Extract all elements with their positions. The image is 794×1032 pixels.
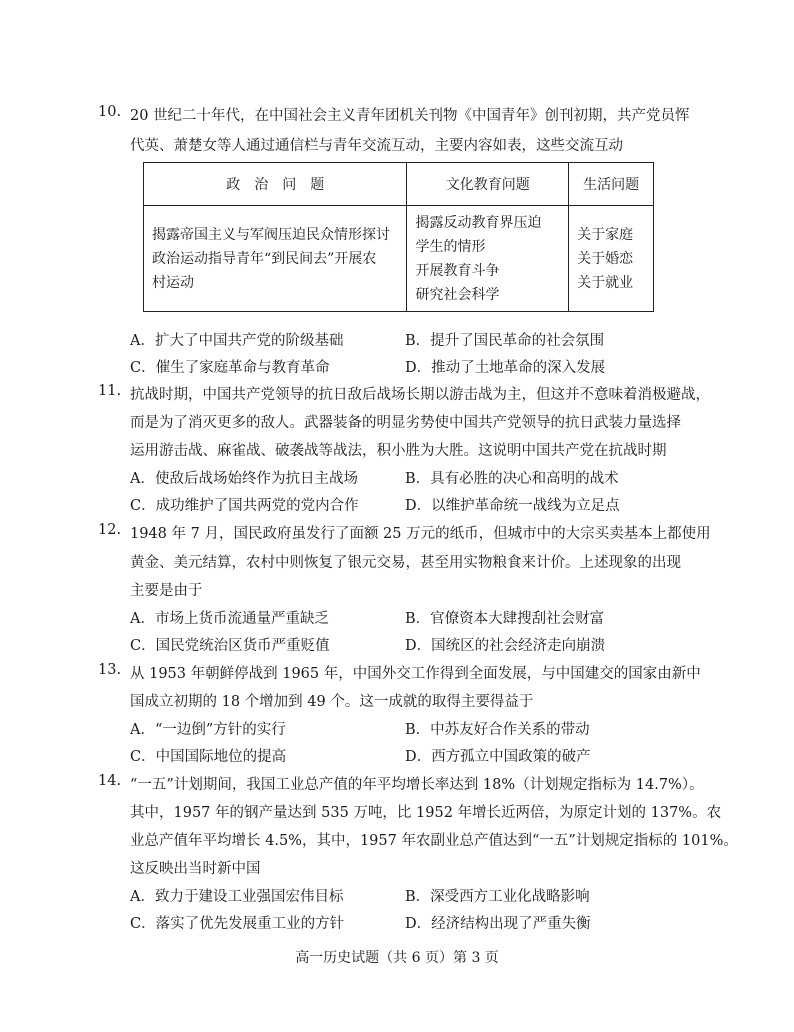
table-header: 生活问题 <box>569 163 654 206</box>
question-stem-line: 主要是由于 <box>130 583 203 599</box>
table-cell-line: 揭露反动教育界压迫 <box>415 214 542 231</box>
question-number: 10. <box>98 104 122 120</box>
option-d: D．经济结构出现了严重失衡 <box>405 916 591 932</box>
question-stem-line: 国成立初期的 18 个增加到 49 个。这一成就的取得主要得益于 <box>130 694 534 710</box>
table-cell-line: 揭露帝国主义与军阀压迫民众情形探讨 <box>152 226 390 243</box>
table-cell-line: 村运动 <box>152 274 194 291</box>
info-table <box>143 162 654 312</box>
page-footer: 高一历史试题（共 6 页）第 3 页 <box>295 950 499 966</box>
option-c: C．成功维护了国共两党的党内合作 <box>130 498 359 514</box>
question-stem-line: 业总产值年平均增长 4.5%，其中，1957 年农副业总产值达到“一五”计划规定指标的 101%。 <box>130 833 738 849</box>
table-cell-line: 政治运动指导青年“到民间去”开展农 <box>152 250 377 267</box>
table-header: 政 治 问 题 <box>144 163 407 206</box>
question-number: 13. <box>98 662 122 678</box>
option-d: D．国统区的社会经济走向崩溃 <box>405 638 606 654</box>
option-c: C．国民党统治区货币严重贬值 <box>130 638 330 654</box>
question-stem-line: 抗战时期，中国共产党领导的抗日敌后战场长期以游击战为主，但这并不意味着消极避战， <box>130 387 710 403</box>
table-cell-line: 关于家庭 <box>577 226 634 243</box>
table-cell-line: 学生的情形 <box>415 238 486 255</box>
table-header: 文化教育问题 <box>407 163 569 206</box>
question-stem-line: 这反映出当时新中国 <box>130 861 261 877</box>
option-b: B．提升了国民革命的社会氛围 <box>405 333 605 349</box>
option-c: C．落实了优先发展重工业的方针 <box>130 916 345 932</box>
option-b: B．深受西方工业化战略影响 <box>405 889 590 905</box>
option-a: A．“一边倒”方针的实行 <box>130 722 286 738</box>
question-stem-line: 而是为了消灭更多的敌人。武器装备的明显劣势使中国共产党领导的抗日武装力量选择 <box>130 415 681 431</box>
question-stem-line: 运用游击战、麻雀战、破袭战等战法，积小胜为大胜。这说明中国共产党在抗战时期 <box>130 443 667 459</box>
table-cell-line: 关于婚恋 <box>577 250 634 267</box>
option-b: B．中苏友好合作关系的带动 <box>405 722 590 738</box>
question-stem-line: 1948 年 7 月，国民政府虽发行了面额 25 万元的纸币，但城市中的大宗买卖基本上都使用 <box>130 526 711 542</box>
option-c: C．催生了家庭革命与教育革命 <box>130 360 330 376</box>
option-a: A．致力于建设工业强国宏伟目标 <box>130 889 344 905</box>
option-d: D．西方孤立中国政策的破产 <box>405 749 591 765</box>
table-cell-line: 开展教育斗争 <box>415 262 500 279</box>
table-cell-life <box>569 206 654 312</box>
option-d: D．以维护革命统一战线为立足点 <box>405 498 620 514</box>
option-b: B．具有必胜的决心和高明的战术 <box>405 471 619 487</box>
question-stem-line: 20 世纪二十年代，在中国社会主义青年团机关刊物《中国青年》创刊初期，共产党员恽 <box>130 108 690 124</box>
question-number: 11. <box>98 383 122 399</box>
question-stem-line: 从 1953 年朝鲜停战到 1965 年，中国外交工作得到全面发展，与中国建交的国家由新中 <box>130 666 701 682</box>
option-a: A．市场上货币流通量严重缺乏 <box>130 611 329 627</box>
question-stem-line: 黄金、美元结算，农村中则恢复了银元交易，甚至用实物粮食来计价。上述现象的出现 <box>130 555 681 571</box>
option-a: A．使敌后战场始终作为抗日主战场 <box>130 471 358 487</box>
question-number: 12. <box>98 522 122 538</box>
option-a: A．扩大了中国共产党的阶级基础 <box>130 333 344 349</box>
table-cell-political <box>144 206 407 312</box>
table-cell-education <box>407 206 569 312</box>
question-stem-line: 其中，1957 年的钢产量达到 535 万吨，比 1952 年增长近两倍，为原定计划的 137%。农 <box>130 805 722 821</box>
question-stem-line: “一五”计划期间，我国工业总产值的年平均增长率达到 18%（计划规定指标为 14.7%）。 <box>130 777 704 793</box>
option-d: D．推动了土地革命的深入发展 <box>405 360 606 376</box>
table-cell-line: 关于就业 <box>577 274 634 291</box>
option-b: B．官僚资本大肆搜刮社会财富 <box>405 611 605 627</box>
table-cell-line: 研究社会科学 <box>415 286 500 303</box>
question-stem-line: 代英、萧楚女等人通过通信栏与青年交流互动，主要内容如表，这些交流互动 <box>130 138 623 154</box>
option-c: C．中国国际地位的提高 <box>130 749 287 765</box>
question-number: 14. <box>98 773 122 789</box>
